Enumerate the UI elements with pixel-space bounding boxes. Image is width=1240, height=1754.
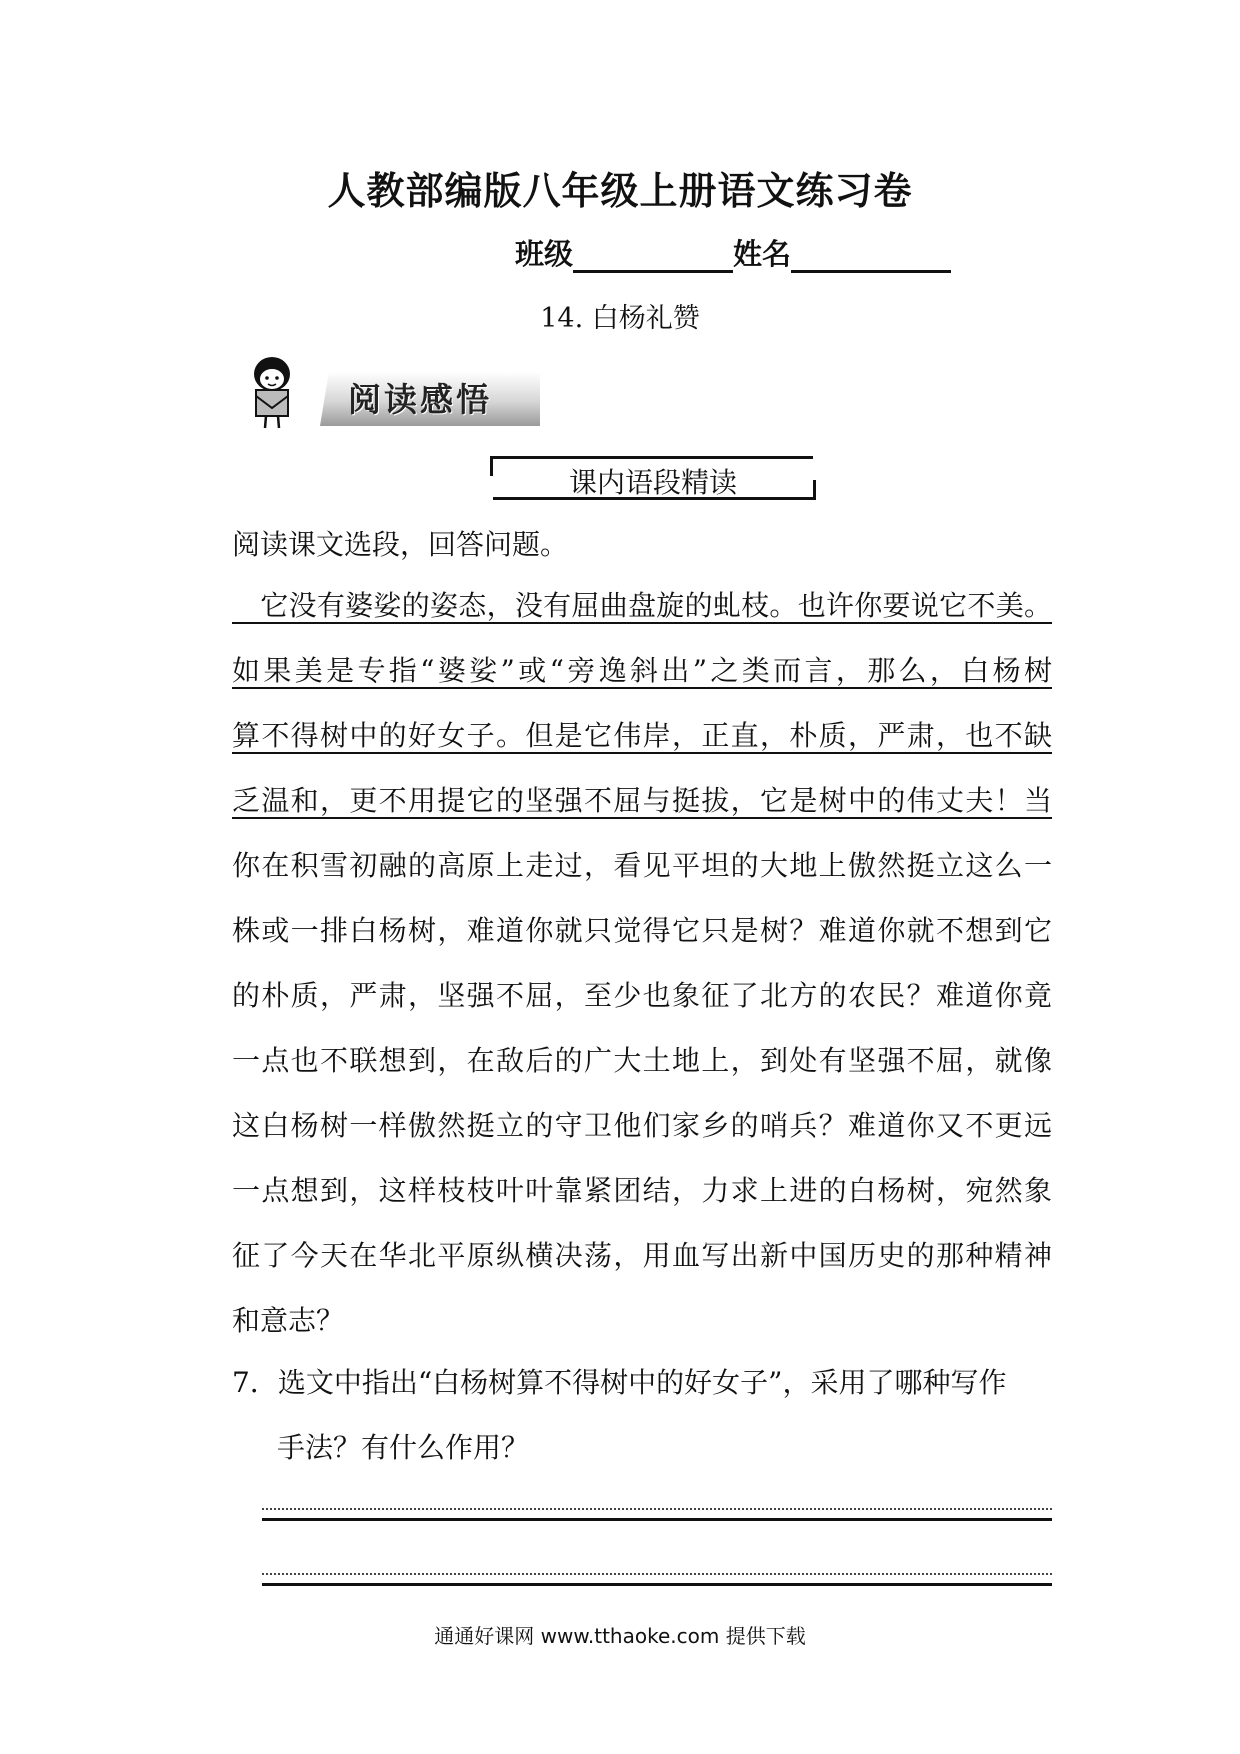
class-blank[interactable] <box>573 242 733 273</box>
answer-line[interactable] <box>262 1573 1052 1583</box>
name-blank[interactable] <box>791 242 951 273</box>
passage-line: 算不得树中的好女子。但是它伟岸，正直，朴质，严肃，也不缺 <box>232 719 1052 752</box>
passage-line: 和意志？ <box>232 1304 345 1337</box>
name-label: 姓名 <box>733 237 792 271</box>
passage-line: 株或一排白杨树，难道你就只觉得它只是树？难道你就不想到它 <box>232 914 1052 947</box>
page-title: 人教部编版八年级上册语文练习卷 <box>327 169 913 213</box>
reading-banner <box>240 352 540 432</box>
class-name-line <box>515 232 951 273</box>
passage-line: 征了今天在华北平原纵横决荡，用血写出新中国历史的那种精神 <box>232 1239 1052 1272</box>
section-header <box>493 456 813 500</box>
section-label: 课内语段精读 <box>568 466 737 499</box>
answer-line[interactable] <box>262 1508 1052 1518</box>
question-line: 手法？有什么作用？ <box>277 1431 530 1464</box>
question-7 <box>232 1350 1052 1480</box>
passage-line: 它没有婆娑的姿态，没有屈曲盘旋的虬枝。也许你要说它不美。 <box>232 589 1052 622</box>
passage-line: 的朴质，严肃，坚强不屈，至少也象征了北方的农民？难道你竟 <box>232 979 1052 1012</box>
passage-line: 如果美是专指“婆娑”或“旁逸斜出”之类而言，那么，白杨树 <box>232 654 1052 687</box>
student-reading-icon <box>240 352 310 432</box>
passage-line: 你在积雪初融的高原上走过，看见平坦的大地上傲然挺立这么一 <box>232 849 1052 882</box>
passage-line: 乏温和，更不用提它的坚强不屈与挺拔，它是树中的伟丈夫！当 <box>232 784 1052 817</box>
question-line: 7．选文中指出“白杨树算不得树中的好女子”，采用了哪种写作 <box>232 1366 1007 1399</box>
instructions: 阅读课文选段，回答问题。 <box>232 528 569 561</box>
passage-line: 一点也不联想到，在敌后的广大土地上，到处有坚强不屈，就像 <box>232 1044 1052 1077</box>
passage <box>232 573 1052 1353</box>
footer-text: 通通好课网 www.tthaoke.com 提供下载 <box>434 1624 806 1648</box>
class-label: 班级 <box>515 237 574 271</box>
passage-line: 一点想到，这样枝枝叶叶靠紧团结，力求上进的白杨树，宛然象 <box>232 1174 1052 1207</box>
passage-line: 这白杨树一样傲然挺立的守卫他们家乡的哨兵？难道你又不更远 <box>232 1109 1052 1142</box>
banner-label: 阅读感悟 <box>348 380 492 419</box>
lesson-title: 14. 白杨礼赞 <box>540 303 700 334</box>
